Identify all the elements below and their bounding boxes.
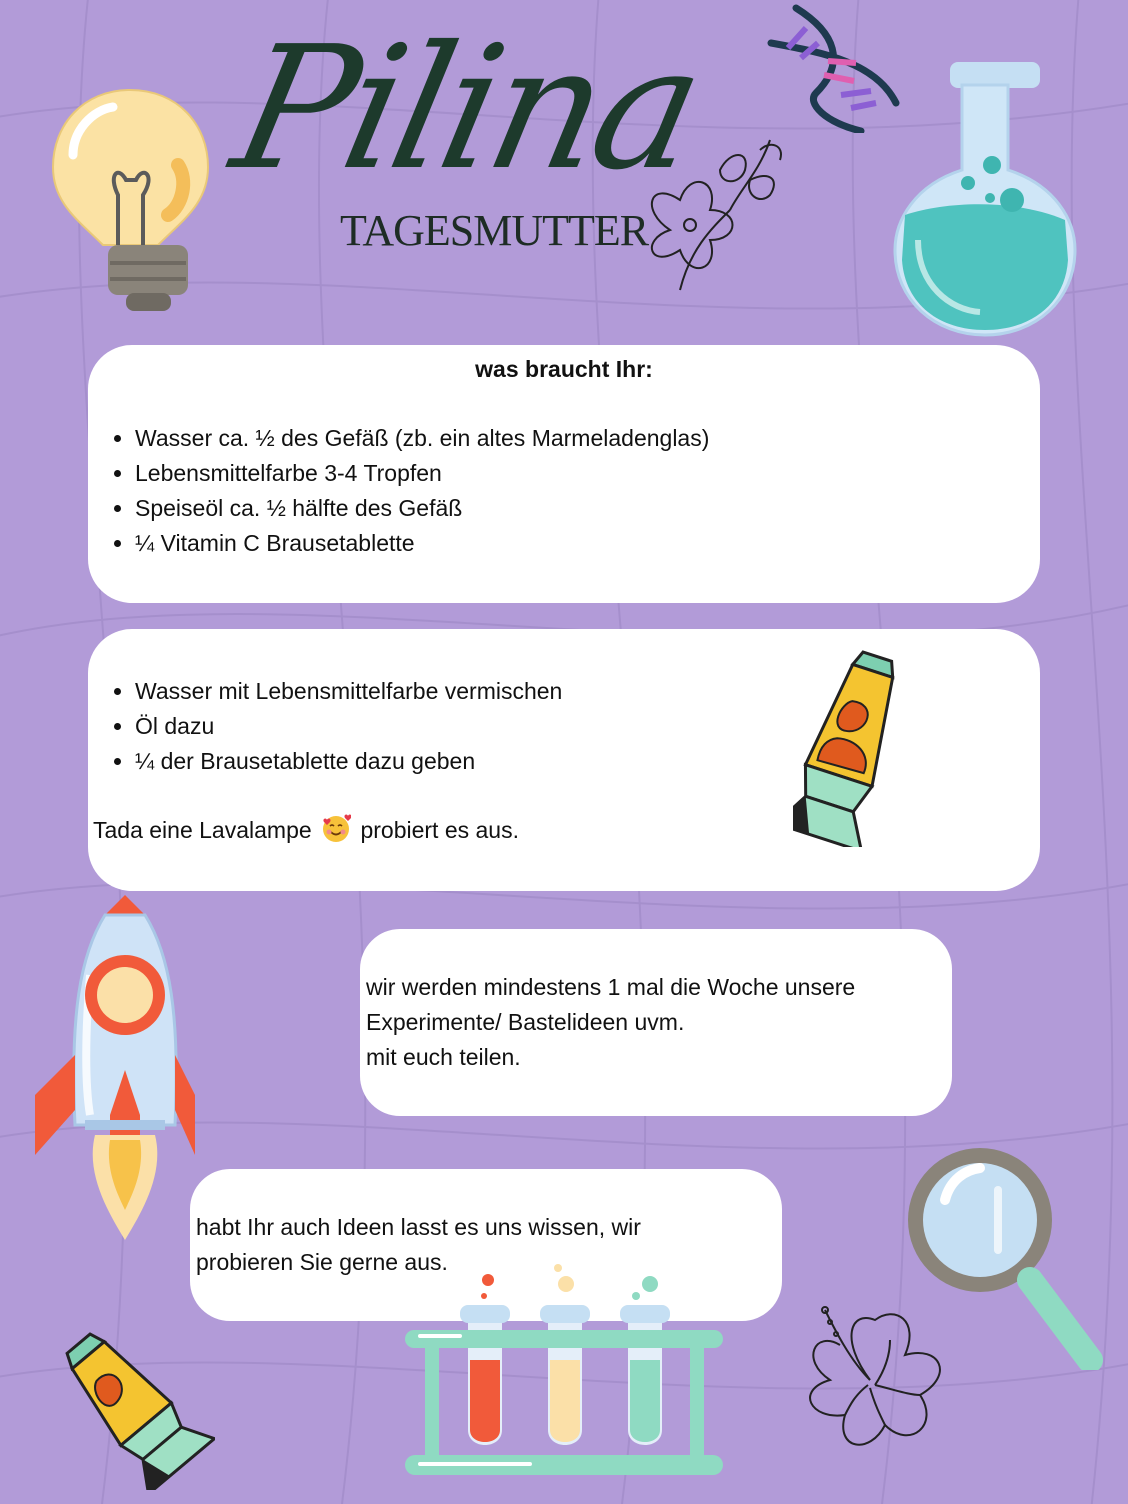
materials-list bbox=[88, 421, 1035, 561]
weekly-line: Experimente/ Bastelideen uvm. bbox=[366, 1009, 685, 1035]
rocket-icon bbox=[30, 895, 200, 1245]
list-item: • ¼ der Brausetablette dazu geben bbox=[135, 744, 835, 779]
weekly-line: wir werden mindestens 1 mal die Woche unsere bbox=[366, 974, 856, 1000]
weekly-line: mit euch teilen. bbox=[366, 1044, 521, 1070]
closing-text-before: Tada eine Lavalampe bbox=[93, 817, 312, 843]
list-item: • ¼ Vitamin C Brausetablette bbox=[135, 526, 1035, 561]
lightbulb-icon bbox=[48, 85, 213, 315]
materials-card bbox=[88, 345, 1040, 603]
test-tube-rack-icon bbox=[400, 1260, 730, 1485]
closing-text-after: probiert es aus. bbox=[360, 817, 519, 843]
flower-icon bbox=[620, 110, 790, 300]
materials-heading: was braucht Ihr: bbox=[475, 356, 653, 382]
lava-lamp-icon bbox=[45, 1320, 215, 1490]
ideas-line: probieren Sie gerne aus. bbox=[196, 1249, 448, 1275]
weekly-card bbox=[360, 929, 952, 1116]
logo-subtitle: TAGESMUTTER bbox=[340, 206, 649, 255]
dna-icon bbox=[766, 3, 901, 133]
steps-closing bbox=[93, 813, 519, 848]
steps-list bbox=[88, 674, 835, 779]
flask-icon bbox=[890, 60, 1080, 340]
hibiscus-icon bbox=[780, 1300, 960, 1460]
ideas-line: habt Ihr auch Ideen lasst es uns wissen, wir bbox=[196, 1214, 641, 1240]
lava-lamp-icon bbox=[793, 647, 903, 847]
list-item: • Wasser ca. ½ des Gefäß (zb. ein altes Marmeladenglas) bbox=[135, 421, 1035, 456]
list-item: • Lebensmittelfarbe 3-4 Tropfen bbox=[135, 456, 1035, 491]
logo-script: Pilina bbox=[218, 10, 714, 208]
steps-card bbox=[88, 629, 1040, 891]
list-item: • Speiseöl ca. ½ hälfte des Gefäß bbox=[135, 491, 1035, 526]
smiling-face-hearts-icon bbox=[321, 814, 351, 844]
list-item: • Wasser mit Lebensmittelfarbe vermischen bbox=[135, 674, 835, 709]
weekly-text bbox=[366, 970, 936, 1075]
list-item: • Öl dazu bbox=[135, 709, 835, 744]
